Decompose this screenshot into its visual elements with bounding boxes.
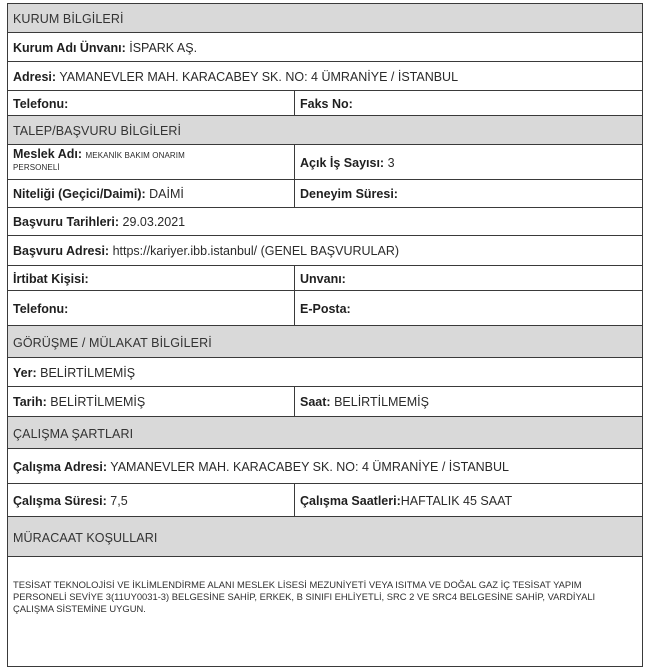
row-kurum-iletisim [8,91,642,116]
row-irtibat [8,266,642,291]
section-header-kurum [8,4,642,33]
row-kurum-adi [8,33,642,62]
job-posting-form [7,3,643,667]
cell-deneyim [294,180,642,207]
cell-telefon [8,291,294,325]
field-value: 3 [387,156,395,170]
field-value: İSPARK AŞ. [129,41,198,55]
field-label: Adresi: [13,70,57,84]
section-title: MÜRACAAT KOŞULLARI [13,531,158,545]
field-value: MEKANİK BAKIM ONARIM [85,151,185,160]
field-value: BELİRTİLMEMİŞ [50,395,146,409]
cell-acik-is [294,145,642,179]
field-label: Çalışma Süresi: [13,494,107,508]
field-label: Unvanı: [300,272,346,286]
field-label: Tarih: [13,395,47,409]
row-yer [8,358,642,387]
field-label: Saat: [300,395,331,409]
field-value: https://kariyer.ibb.istanbul/ (GENEL BAŞVURULAR) [112,244,400,258]
field-label: Telefonu: [13,97,69,111]
cell-eposta [294,291,642,325]
cell-nitelik [8,180,294,207]
field-label: Niteliği (Geçici/Daimi): [13,187,146,201]
field-value-continued: PERSONELİ [13,163,60,172]
field-label: Açık İş Sayısı: [300,156,385,170]
section-title: TALEP/BAŞVURU BİLGİLERİ [13,124,182,138]
field-value: YAMANEVLER MAH. KARACABEY SK. NO: 4 ÜMRANİYE / İSTANBUL [59,70,459,84]
row-calisma-adresi [8,449,642,484]
field-value: HAFTALIK 45 SAAT [400,494,513,508]
field-value: 7,5 [110,494,128,508]
cell-meslek-adi [8,145,294,179]
field-label: İrtibat Kişisi: [13,272,89,286]
field-label: Yer: [13,366,37,380]
field-label: Faks No: [300,97,353,111]
field-value: DAİMİ [149,187,184,201]
field-value: 29.03.2021 [122,215,186,229]
field-value: BELİRTİLMEMİŞ [334,395,429,409]
row-basvuru-tarihi [8,208,642,236]
cell-tarih [8,387,294,416]
field-value: YAMANEVLER MAH. KARACABEY SK. NO: 4 ÜMRANİYE / İSTANBUL [110,460,509,474]
section-header-calisma [8,417,642,449]
section-header-gorusme [8,326,642,358]
row-meslek [8,145,642,180]
section-title: GÖRÜŞME / MÜLAKAT BİLGİLERİ [13,336,212,350]
row-tarih-saat [8,387,642,417]
row-muracaat-kosullari [8,557,642,666]
row-kurum-adresi [8,62,642,91]
section-header-muracaat [8,517,642,557]
cell-faks [294,91,642,115]
row-talep-iletisim [8,291,642,326]
field-label: Telefonu: [13,302,69,316]
cell-calisma-suresi [8,484,294,516]
field-label: Meslek Adı: [13,147,83,161]
row-nitelik [8,180,642,208]
field-label: Çalışma Saatleri: [300,494,401,508]
field-value: BELİRTİLMEMİŞ [40,366,136,380]
cell-unvan [294,266,642,290]
section-title: ÇALIŞMA ŞARTLARI [13,427,134,441]
field-label: Kurum Adı Ünvanı: [13,41,126,55]
section-title: KURUM BİLGİLERİ [13,12,124,26]
field-label: Başvuru Tarihleri: [13,215,120,229]
field-label: Çalışma Adresi: [13,460,108,474]
cell-irtibat-kisisi [8,266,294,290]
cell-telefon [8,91,294,115]
cell-saat [294,387,642,416]
application-conditions-text: TESİSAT TEKNOLOJİSİ VE İKLİMLENDİRME ALANI MESLEK LİSESİ MEZUNİYETİ VEYA ISITMA VE DOĞAL GAZ İÇ TESİSAT YAPIM PERSONELİ SEVİYE 3(11UY0031-3) BELGESİNE SAHİP, ERKEK, B SINIFI EHLİYETLİ, SRC 2 VE SRC4 BELGESİNE SAHİP, VARDİYALI ÇALIŞMA SİSTEMİNE UYGUN. [13,579,596,614]
section-header-talep [8,116,642,145]
field-label: E-Posta: [300,302,351,316]
field-label: Deneyim Süresi: [300,187,398,201]
row-basvuru-adresi [8,236,642,266]
row-calisma-sure-saat [8,484,642,517]
cell-calisma-saatleri [294,484,642,516]
field-label: Başvuru Adresi: [13,244,110,258]
